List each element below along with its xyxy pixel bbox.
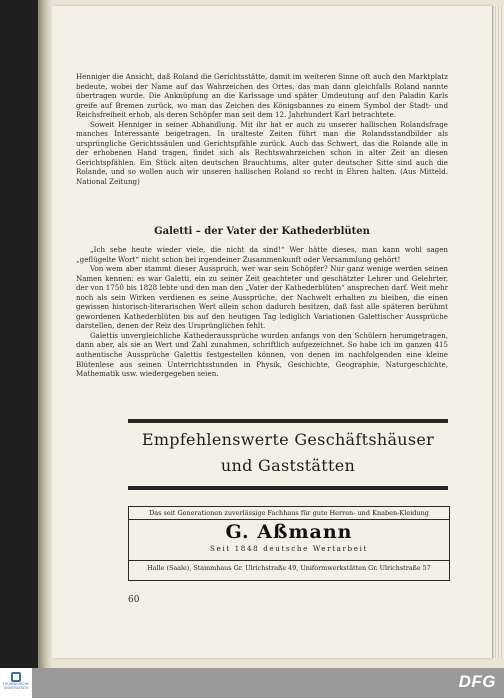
paragraph: Von wem aber stammt dieser Ausspruch, wer war sein Schöpfer? Nur ganz wenige werden seinen Namen kennen: es war Galetti, ein zu seiner Zeit geachteter und geschätzter Lehrer und Gelehrter, der von 1750 bis 1828 lebte und den man den „Vater der Kathederblüten“ ansprechen darf. Weit mehr noch als sein Wirken verdienen es seine Aussprüche, der Nachwelt erhalten zu bleiben, die einen gewissen historisch-literarischen Wert allein schon dadurch besitzen, daß fast alle späteren berühmt gewordenen Kathederblüten bis auf den heutigen Tag lediglich Variationen Galettischer Aussprüche darstellen, denen der Reiz des Ursprünglichen fehlt. — [76, 264, 448, 331]
book-spine — [38, 0, 52, 668]
page-edges — [492, 6, 504, 658]
article-galetti-text — [76, 245, 448, 379]
paragraph: Galettis unvergleichliche Kathederaussprüche wurden anfangs von den Schülern herumgetragen, dann aber, als sie an Wert und Zahl zunahmen, schriftlich aufgezeichnet. So habe ich im ganzen 415 authentische Aussprüche Galettis festgestellen können, von denen im nachfolgenden eine kleine Blütenlese aus seinen Unterrichtsstunden in Physik, Geschichte, Geographie, Naturgeschichte, Mathematik usw. wiedergegeben seien. — [76, 330, 448, 379]
article-heading: Galetti – der Vater der Kathederblüten — [154, 226, 370, 237]
advertisement-box — [128, 506, 450, 581]
ad-section-top-rule — [128, 419, 448, 423]
library-logo-text: THÜRINGISCHE UNIVERSITÄTS — [2, 682, 30, 690]
ad-tagline: Das seit Generationen zuverlässige Fachhaus für gute Herren- und Knaben-Kleidung — [129, 507, 449, 520]
paragraph: Soweit Henniger in seiner Abhandlung. Mit ihr hat er auch zu unserer hallischen Rolandsfrage manches Interessante beigetragen. In uralteste Zeiten führt man die Rolandsstandbilder als ursprüngliche Gerichtssäulen und Gerichtspfähle zurück. Auch das Schwert, das die Rolande alle in der erhobenen Hand tragen, findet sich als Rechtswahrzeichen schon in alter Zeit an diesen Gerichtspfählen. Ein Stück alten deutschen Brauchtums, alter guter deutscher Sitte sind auch die Rolande, und so wollen auch wir unseren hallischen Roland so recht in Ehren halten. (Aus Mitteld. National Zeitung) — [76, 119, 448, 187]
viewer-footer-bar — [0, 668, 504, 698]
library-logo[interactable] — [0, 668, 32, 698]
dfg-logo[interactable]: DFG — [458, 672, 496, 691]
article-roland-text — [76, 72, 448, 187]
ad-section-heading-2: und Gaststätten — [220, 456, 356, 475]
paragraph: Henniger die Ansicht, daß Roland die Gerichtsstätte, damit im weiteren Sinne oft auch den Marktplatz bedeute, wobei der Name auf das Wahrzeichen des Ortes, das man dann gleichfalls Roland nannte übertragen wurde. Die Anknüpfung an die Karlssage und später Umdeutung auf den Paladin Karls greife auf Bremen zurück, wo man das Zeichen des Königsbannes zu einem Symbol der Stadt- und Reichsfreiheit erhob, als deren Schöpfer man seit dem 12. Jahrhundert Karl betrachtete. — [76, 72, 448, 120]
paragraph: „Ich sehe heute wieder viele, die nicht da sind!“ Wer hätte dieses, man kann wohl sagen „geflügelte Wort“ nicht schon bei irgendeiner Zusammenkunft oder Versammlung gehört! — [76, 245, 448, 264]
page-number: 60 — [128, 595, 140, 605]
library-logo-icon — [11, 672, 21, 682]
ad-section-bottom-rule — [128, 486, 448, 490]
ad-company-name: G. Aßmann — [225, 521, 353, 543]
ad-address: Halle (Saale), Stammhaus Gr. Ulrichstraße 49, Uniformwerkstätten Gr. Ulrichstraße 57 — [147, 564, 431, 572]
ad-section-heading: Empfehlenswerte Geschäftshäuser — [141, 430, 435, 449]
ad-since-line: Seit 1848 deutsche Wertarbeit — [129, 544, 449, 561]
